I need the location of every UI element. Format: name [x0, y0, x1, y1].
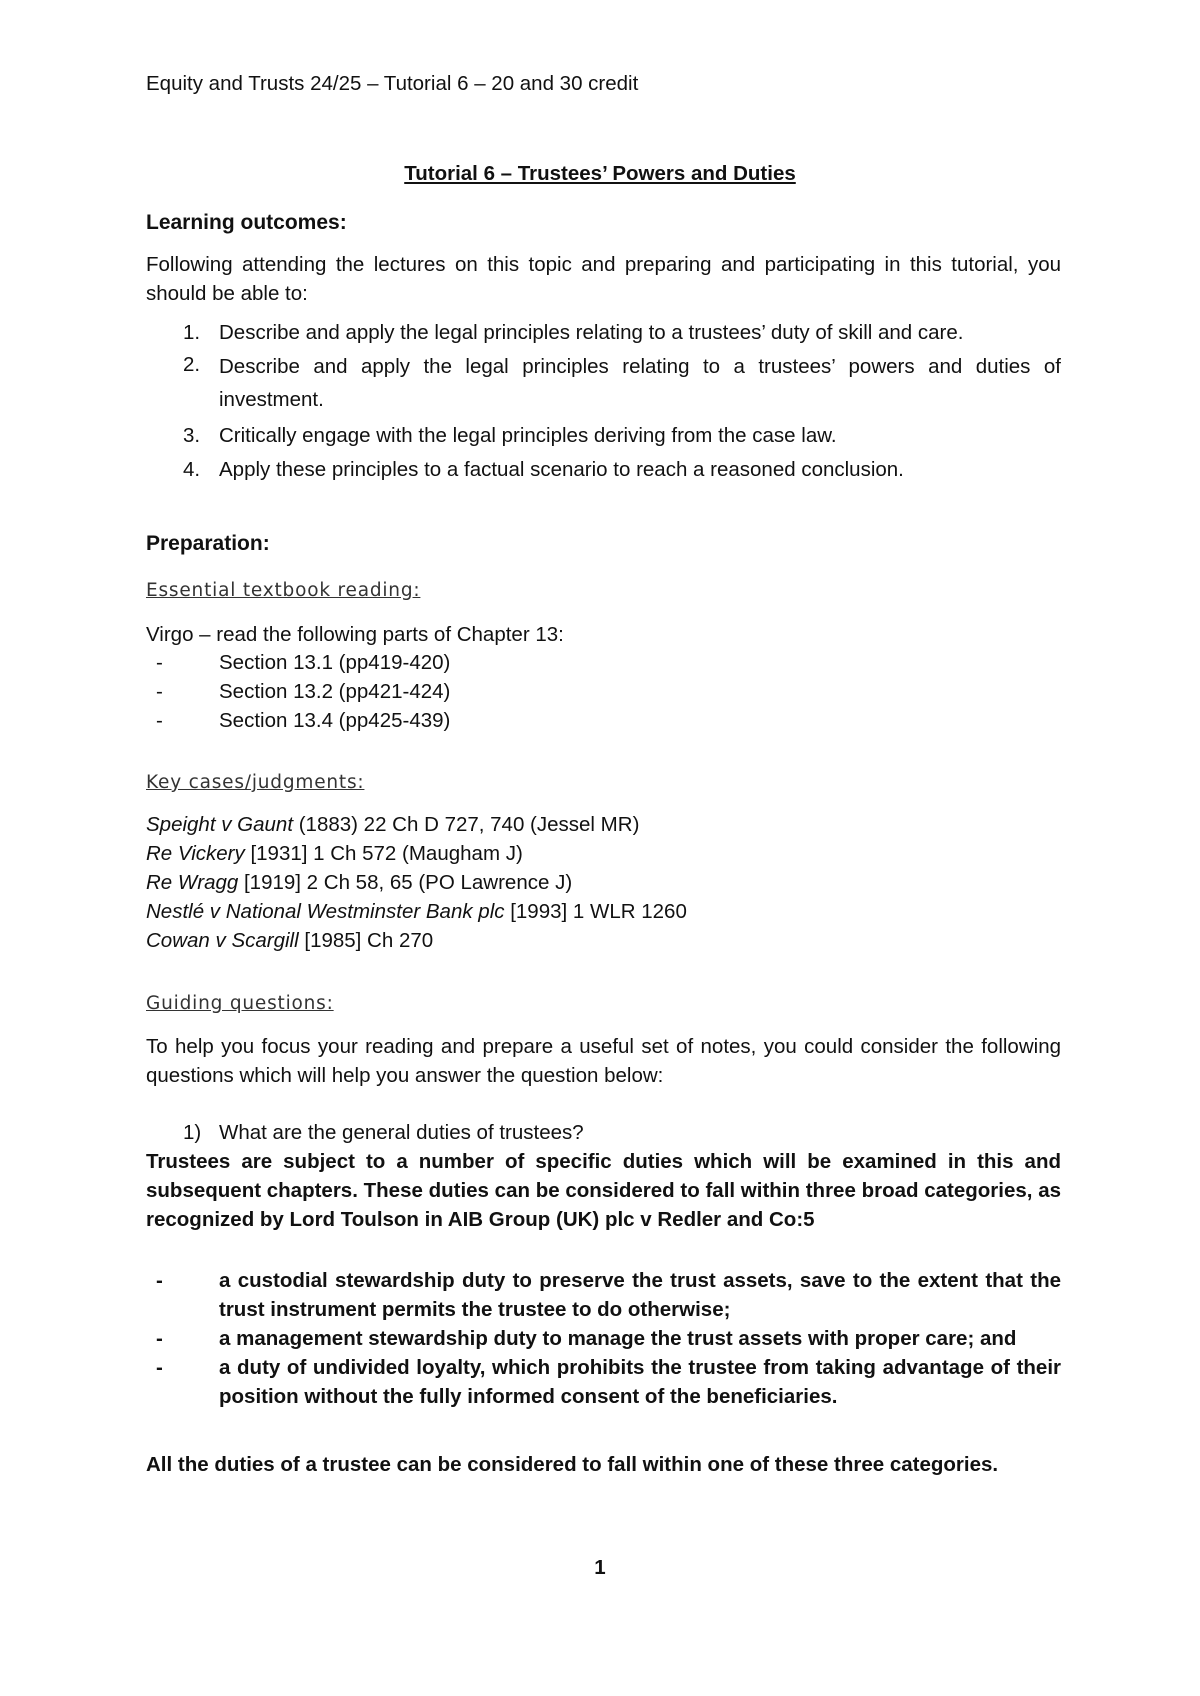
guiding-questions-heading: Guiding questions:: [146, 993, 334, 1014]
section-text: Section 13.4 (pp425-439): [219, 709, 451, 732]
page-number: 1: [594, 1556, 606, 1579]
item-text: Describe and apply the legal principles relating to a trustees’ duty of skill and care.: [219, 321, 964, 344]
item-number: 3.: [183, 424, 201, 447]
case-entry: [146, 868, 687, 897]
case-citation: [1985] Ch 270: [298, 929, 434, 952]
item-text: Critically engage with the legal principles deriving from the case law.: [219, 424, 837, 447]
learning-outcomes-intro: Following attending the lectures on this topic and preparing and participating in this tutorial, you should be able to:: [146, 253, 1061, 305]
item-number: 2.: [183, 353, 201, 376]
list-item: - Section 13.2 (pp421-424): [156, 680, 451, 703]
case-name: Re Wragg: [146, 871, 239, 894]
list-item: - a custodial stewardship duty to preserve the trust assets, save to the extent that the trust instrument permits the trustee to do otherwise;: [156, 1269, 1061, 1321]
answer-paragraph: Trustees are subject to a number of specific duties which will be examined in this and subsequent chapters. These duties can be considered to fall within three broad categories, as recognized by Lord Toulson in AIB Group (UK) plc v Redler and Co:5: [146, 1150, 1061, 1231]
item-text: Describe and apply the legal principles relating to a trustees’ powers and duties of investment.: [219, 355, 1061, 411]
case-entry: [146, 810, 687, 839]
case-citation: [1931] 1 Ch 572 (Maugham J): [244, 842, 523, 865]
learning-outcomes-list: [146, 318, 1061, 484]
question-text: What are the general duties of trustees?: [219, 1121, 584, 1144]
guiding-question-item: [146, 1118, 1061, 1147]
case-name: Speight v Gaunt: [146, 813, 294, 836]
case-citation: [1919] 2 Ch 58, 65 (PO Lawrence J): [238, 871, 573, 894]
learning-outcome-item: [146, 455, 1061, 484]
case-citation: [1993] 1 WLR 1260: [504, 900, 687, 923]
learning-outcomes-heading: Learning outcomes:: [146, 211, 347, 234]
question-number: 1): [183, 1121, 202, 1144]
list-item: - Section 13.4 (pp425-439): [156, 709, 451, 732]
item-number: 4.: [183, 458, 201, 481]
case-entry: [146, 839, 687, 868]
section-text: Section 13.2 (pp421-424): [219, 680, 451, 703]
case-citation: (1883) 22 Ch D 727, 740 (Jessel MR): [293, 813, 640, 836]
preparation-heading: Preparation:: [146, 532, 270, 555]
guiding-questions-intro: To help you focus your reading and prepare a useful set of notes, you could consider the following questions which will help you answer the question below:: [146, 1035, 1061, 1087]
learning-outcome-item: [146, 421, 1061, 450]
learning-outcome-item: [146, 318, 1061, 347]
list-item: - a duty of undivided loyalty, which prohibits the trustee from taking advantage of their position without the fully informed consent of the beneficiaries.: [156, 1356, 1061, 1408]
duty-text: a custodial stewardship duty to preserve the trust assets, save to the extent that the trust instrument permits the trustee to do otherwise;: [219, 1269, 1061, 1321]
list-item: - a management stewardship duty to manage the trust assets with proper care; and: [156, 1327, 1017, 1350]
textbook-reading-intro: Virgo – read the following parts of Chapter 13:: [146, 623, 564, 646]
duty-text: a duty of undivided loyalty, which prohibits the trustee from taking advantage of their position without the fully informed consent of the beneficiaries.: [219, 1356, 1061, 1408]
case-entry: [146, 897, 687, 926]
case-name: Nestlé v National Westminster Bank plc: [146, 900, 505, 923]
duties-list: [146, 1266, 1061, 1411]
textbook-reading-heading: Essential textbook reading:: [146, 580, 421, 601]
duty-text: a management stewardship duty to manage the trust assets with proper care; and: [219, 1327, 1017, 1350]
key-cases-list: [146, 810, 687, 955]
running-header: Equity and Trusts 24/25 – Tutorial 6 – 20 and 30 credit: [146, 72, 639, 95]
conclusion-paragraph: All the duties of a trustee can be considered to fall within one of these three categories.: [146, 1453, 999, 1476]
list-item: - Section 13.1 (pp419-420): [156, 651, 451, 674]
section-text: Section 13.1 (pp419-420): [219, 651, 451, 674]
key-cases-heading: Key cases/judgments:: [146, 772, 365, 793]
tutorial-title: Tutorial 6 – Trustees’ Powers and Duties: [404, 162, 796, 185]
textbook-sections-list: [146, 648, 746, 735]
case-name: Cowan v Scargill: [146, 929, 299, 952]
case-name: Re Vickery: [146, 842, 245, 865]
case-entry: [146, 926, 687, 955]
item-number: 1.: [183, 321, 201, 344]
item-text: Apply these principles to a factual scenario to reach a reasoned conclusion.: [219, 458, 904, 481]
learning-outcome-item: [146, 350, 1061, 416]
